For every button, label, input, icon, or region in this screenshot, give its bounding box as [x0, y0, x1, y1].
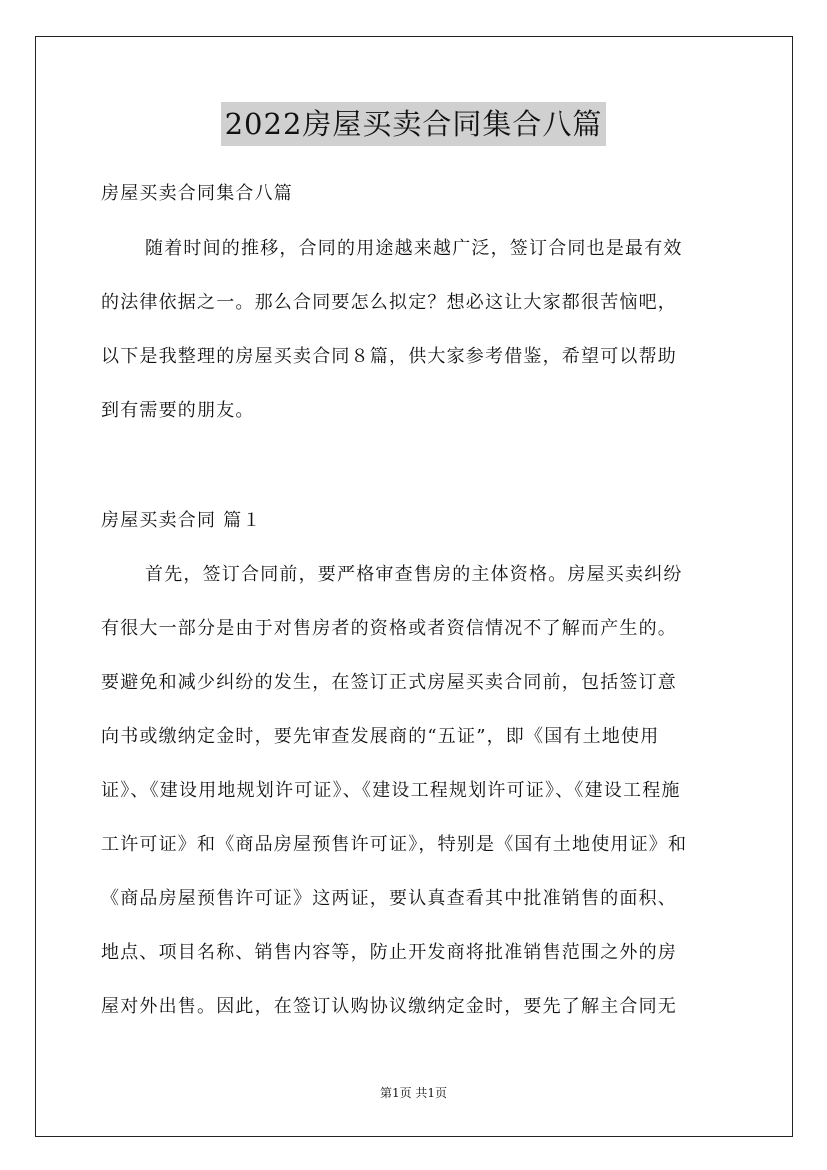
body-line: 首先，签订合同前，要严格审查售房的主体资格。房屋买卖纠纷 — [145, 564, 683, 585]
intro-line: 到有需要的朋友。 — [101, 400, 255, 421]
body-line: 地点、项目名称、销售内容等，防止开发商将批准销售范围之外的房 — [101, 942, 677, 963]
body-line: 《商品房屋预售许可证》这两证，要认真查看其中批准销售的面积、 — [101, 888, 677, 909]
body-line: 屋对外出售。因此，在签订认购协议缴纳定金时，要先了解主合同无 — [101, 996, 677, 1017]
document-title: 2022房屋买卖合同集合八篇 — [221, 102, 607, 146]
body-line: 向书或缴纳定金时，要先审查发展商的“五证”，即《国有土地使用 — [101, 726, 660, 747]
intro-line: 随着时间的推移，合同的用途越来越广泛，签订合同也是最有效 — [145, 238, 683, 259]
body-line: 证》、《建设用地规划许可证》、《建设工程规划许可证》、《建设工程施 — [101, 780, 681, 801]
page-footer: 第1页 共1页 — [379, 1086, 448, 1100]
subtitle: 房屋买卖合同集合八篇 — [101, 183, 293, 204]
intro-line: 的法律依据之一。那么合同要怎么拟定？想必这让大家都很苦恼吧， — [101, 292, 677, 313]
document-title-wrap — [0, 102, 827, 146]
body-line: 工许可证》和《商品房屋预售许可证》，特别是《国有土地使用证》和 — [101, 834, 688, 855]
body-line: 要避免和减少纠纷的发生，在签订正式房屋买卖合同前，包括签订意 — [101, 672, 677, 693]
body-line: 有很大一部分是由于对售房者的资格或者资信情况不了解而产生的。 — [101, 618, 677, 639]
section-heading: 房屋买卖合同 篇１ — [101, 510, 262, 531]
intro-line: 以下是我整理的房屋买卖合同８篇，供大家参考借鉴，希望可以帮助 — [101, 346, 677, 367]
